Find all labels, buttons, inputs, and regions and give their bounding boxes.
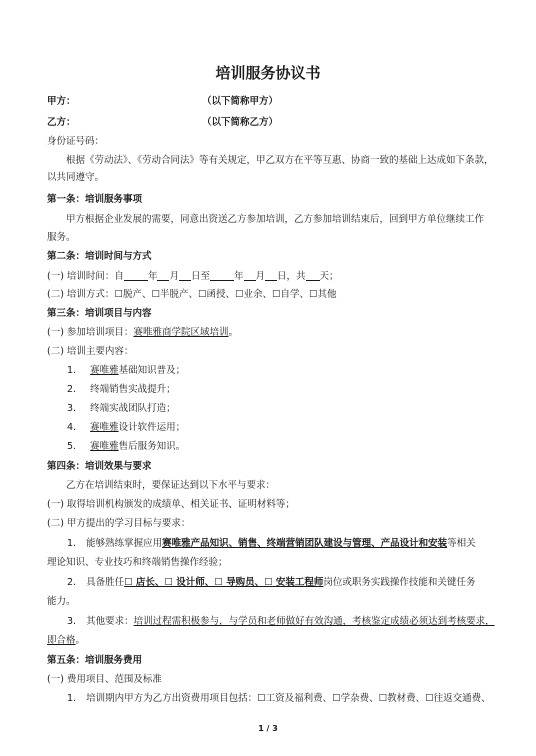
fee-items-label: (一) 费用项目、范围及标准 (47, 674, 162, 685)
article-1-line-2: 服务。 (47, 232, 76, 243)
goal-1-highlight: 赛唯雅产品知识、销售、终端营销团队建设与管理、产品设计和安装 (162, 538, 448, 549)
end-month-label: 月 (255, 271, 266, 282)
content-item-number: 4. (67, 422, 77, 433)
training-content-label: (二) 培训主要内容： (47, 346, 134, 357)
content-item-number: 5. (67, 441, 77, 452)
party-b-note: （以下简称乙方） (202, 117, 279, 128)
goal-3-prefix: 其他要求： (86, 616, 134, 627)
goal-1-prefix: 能够熟练掌握应用 (86, 538, 163, 549)
party-a-note: （以下简称甲方） (202, 96, 279, 107)
content-item-number: 1. (67, 365, 77, 376)
end-year-blank (210, 269, 234, 281)
intro-line-1: 根据《劳动法》、《劳动合同法》等有关规定，甲乙双方在平等互惠、协商一致的基础上达成如下条款， (66, 155, 494, 166)
content-item-text: 售后服务知识。 (118, 441, 186, 452)
goal-3-number: 3. (67, 616, 77, 627)
goal-3-requirement: 培训过程需积极参与，与学员和老师做好有效沟通，考核鉴定成绩必须达到考核要求， (133, 616, 495, 627)
start-year-blank (124, 269, 148, 281)
start-month-label: 月 (169, 271, 179, 282)
intro-line-2: 以共同遵守。 (47, 172, 105, 183)
total-days-label: 天； (319, 271, 339, 282)
article-4-intro: 乙方在培训结束时，要保证达到以下水平与要求： (66, 480, 276, 491)
start-month-blank (157, 269, 169, 281)
training-project-suffix: 。 (228, 327, 238, 338)
goal-2-number: 2. (67, 577, 77, 588)
content-item-text: 基础知识普及； (118, 365, 186, 376)
content-item-number: 2. (67, 384, 77, 395)
goal-2-prefix: 具备胜任 (86, 577, 125, 588)
page-number: 1 / 3 (258, 724, 278, 733)
goal-3-pass: 即合格 (47, 635, 76, 646)
content-item (67, 421, 185, 434)
end-month-blank (244, 269, 256, 281)
fee-item-1-number: 1. (67, 693, 77, 704)
article-1-heading: 第一条：培训服务事项 (47, 194, 143, 205)
content-item (67, 402, 176, 415)
document-title: 培训服务协议书 (215, 64, 321, 82)
goal-2-line-2: 能力。 (47, 596, 76, 607)
goal-1-number: 1. (67, 538, 77, 549)
requirement-1: (一) 取得培训机构颁发的成绩单、相关证书、证明材料等； (47, 499, 295, 510)
content-item-text: 终端实战团队打造； (90, 403, 176, 414)
goal-1-suffix: 等相关 (447, 538, 476, 549)
article-4-heading: 第四条：培训效果与要求 (47, 461, 152, 472)
content-item-brand: 赛唯雅 (90, 422, 119, 433)
training-time-prefix: (一) 培训时间：自 (47, 271, 124, 282)
content-item (67, 364, 185, 377)
content-item-brand: 赛唯雅 (90, 365, 119, 376)
requirement-2: (二) 甲方提出的学习目标与要求： (47, 518, 191, 529)
start-day-blank (179, 269, 191, 281)
training-project-name: 赛唯雅商学院区域培训 (133, 327, 229, 338)
article-2-heading: 第二条：培训时间与方式 (47, 251, 152, 262)
content-item-brand: 赛唯雅 (90, 441, 119, 452)
article-3-heading: 第三条：培训项目与内容 (47, 308, 152, 319)
end-day-blank (265, 269, 277, 281)
content-item-number: 3. (67, 403, 77, 414)
party-b-label: 乙方： (47, 117, 76, 128)
fee-item-1 (67, 692, 491, 705)
goal-1 (67, 537, 476, 550)
goal-1-line-2: 理论知识、专业技巧和终端销售操作经验； (47, 557, 228, 568)
goal-2-roles: ☐ 店长、☐ 设计师、☐ 导购员、☐ 安装工程师 (124, 577, 324, 588)
training-project-prefix: (一) 参加培训项目： (47, 327, 134, 338)
goal-2 (67, 576, 475, 589)
start-day-label: 日至 (190, 271, 210, 282)
goal-3-end: 。 (75, 635, 86, 646)
content-item-text: 设计软件运用； (118, 422, 186, 433)
goal-2-suffix: 岗位或职务实践操作技能和关键任务 (323, 577, 476, 588)
goal-3-line-2 (47, 634, 85, 647)
content-item (67, 440, 185, 453)
content-item (67, 383, 176, 396)
article-5-heading: 第五条：培训服务费用 (47, 655, 143, 666)
training-project (47, 326, 238, 339)
end-day-label: 日，共 (277, 271, 306, 282)
training-mode: (二) 培训方式：☐脱产、☐半脱产、☐函授、☐业余、☐自学、☐其他 (47, 289, 337, 300)
total-days-blank (306, 269, 320, 281)
end-year-label: 年 (233, 271, 244, 282)
id-number-label: 身份证号码： (47, 136, 105, 147)
goal-3 (67, 615, 495, 628)
training-time (47, 269, 339, 283)
article-1-line-1: 甲方根据企业发展的需要，同意出资送乙方参加培训，乙方参加培训结束后，回到甲方单位继续工作 (66, 214, 485, 225)
party-a-label: 甲方： (47, 96, 76, 107)
content-item-text: 终端销售实战提升； (90, 384, 176, 395)
fee-item-1-text: 培训期内甲方为乙方出资费用项目包括：☐工资及福利费、☐学杂费、☐教材费、☐往返交通费、 (86, 693, 491, 704)
start-year-label: 年 (147, 271, 158, 282)
